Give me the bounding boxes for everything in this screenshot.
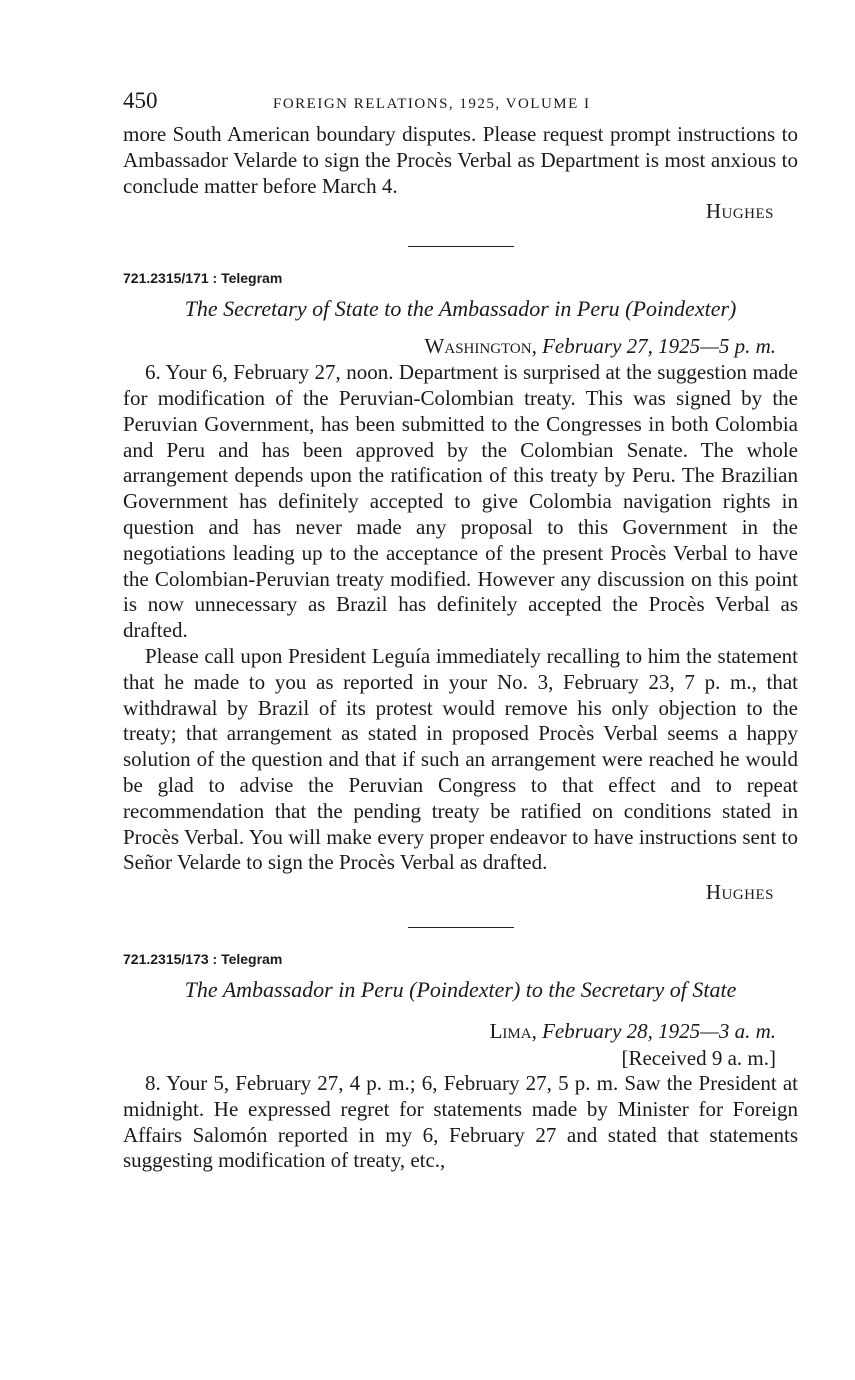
document-page xyxy=(123,88,798,1174)
received-note: [Received 9 a. m.] xyxy=(621,1045,776,1070)
file-reference-171: 721.2315/171 : Telegram xyxy=(123,270,283,287)
signature-hughes-2: Hughes xyxy=(705,880,774,905)
dateline-place: Washington, xyxy=(424,334,537,359)
page-number: 450 xyxy=(123,88,158,113)
dateline-place: Lima, xyxy=(489,1018,537,1043)
dateline-washington xyxy=(123,332,798,360)
running-head: FOREIGN RELATIONS, 1925, VOLUME I xyxy=(273,96,591,112)
document-title-1: The Secretary of State to the Ambassador in Peru (Poindexter) xyxy=(184,296,737,322)
dateline-lima xyxy=(123,1017,798,1045)
file-reference-173: 721.2315/173 : Telegram xyxy=(123,950,283,967)
telegram-paragraph: Please call upon President Leguía immediately recalling to him the statement that he made to you as reported in your No. 3, February 23, 7 p. m., that withdrawal by Brazil of its protest would remove his only objection to the treaty; that arrangement as stated in proposed Procès Verbal seems a happy solution of the question and that if such an arrangement were reached he would be glad to advise the Peruvian Congress to that effect and to repeat recommendation that the pending treaty be ratified on conditions stated in Procès Verbal. You will make every proper endeavor to have instructions sent to Señor Velarde to sign the Procès Verbal as drafted. xyxy=(123,643,798,875)
page-header xyxy=(123,88,798,122)
signature-hughes-1: Hughes xyxy=(705,199,774,224)
section-divider xyxy=(408,246,514,247)
continuation-paragraph: more South American boundary disputes. Please request prompt instructions to Ambassador Velarde to sign the Procès Verbal as Department is most anxious to conclude matter before March 4. xyxy=(123,122,798,198)
dateline-date: February 27, 1925—5 p. m. xyxy=(542,334,776,359)
dateline-date: February 28, 1925—3 a. m. xyxy=(542,1018,776,1043)
document-title-2: The Ambassador in Peru (Poindexter) to the Secretary of State xyxy=(184,976,737,1002)
telegram-paragraph: 8. Your 5, February 27, 4 p. m.; 6, February 27, 5 p. m. Saw the President at midnight. He expressed regret for statements made by Minister for Foreign Affairs Salomón reported in my 6, February 27 and stated that statements suggesting modification of treaty, etc., xyxy=(123,1070,798,1173)
section-divider xyxy=(408,927,514,928)
telegram-paragraph: 6. Your 6, February 27, noon. Department is surprised at the suggestion made for modification of the Peruvian-Colombian treaty. This was signed by the Peruvian Government, has been submitted to the Congresses in both Colombia and Peru and has been approved by the Colombian Senate. The whole arrangement depends upon the ratification of this treaty by Peru. The Brazilian Government has definitely accepted to give Colombia navigation rights in question and has never made any proposal to this Government in the negotiations leading up to the acceptance of the present Procès Verbal to have the Colombian-Peruvian treaty modified. However any discussion on this point is now unnecessary as Brazil has definitely accepted the Procès Verbal as drafted. xyxy=(123,360,798,643)
